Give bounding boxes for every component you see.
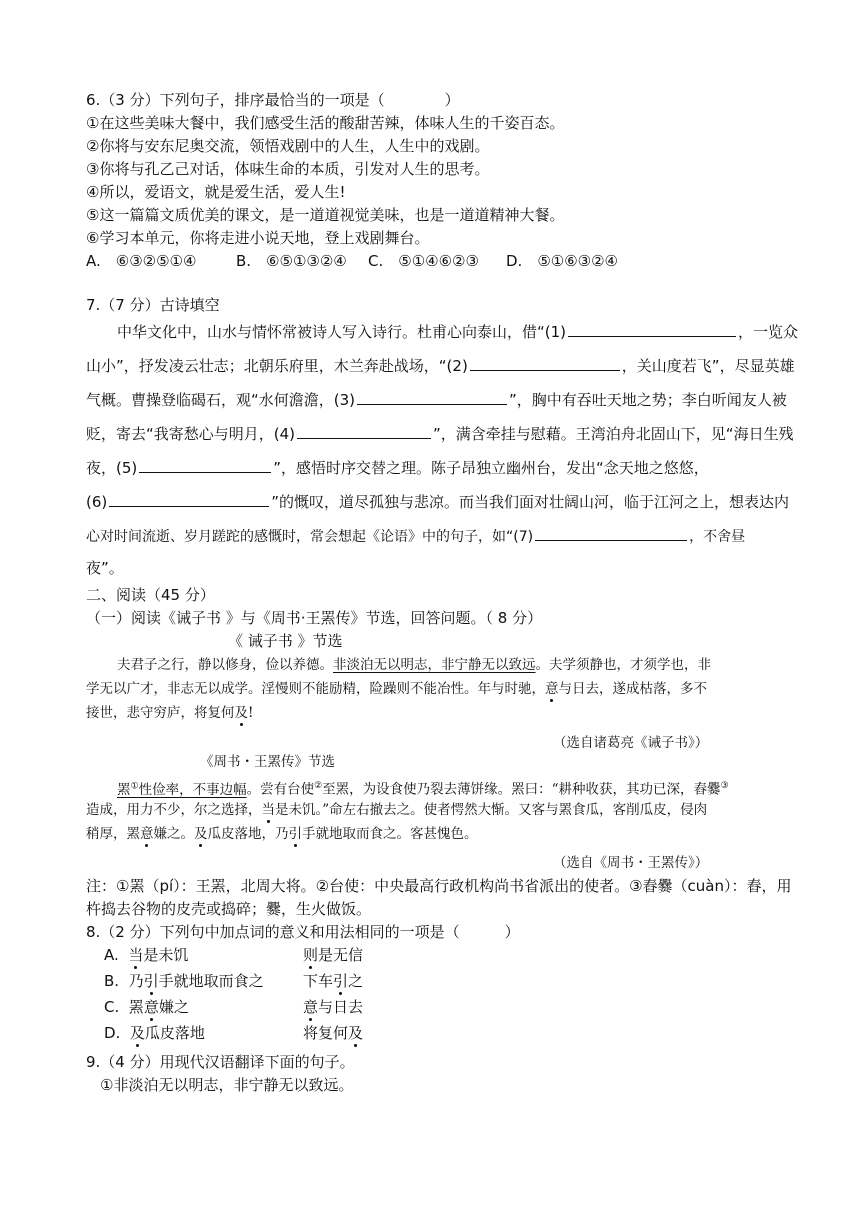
jiezishu-title: 《 诫子书 》节选 [228,632,343,650]
q6-option-c[interactable]: C. ⑤①④⑥②③ [368,252,479,270]
q6-item-1: ①在这些美味大餐中，我们感受生活的酸甜苦辣，体味人生的千姿百态。 [86,114,565,132]
notes-line-2: 杵捣去谷物的皮壳或捣碎；爨，生火做饭。 [86,900,372,918]
underlined-sentence: 非淡泊无以明志，非宁静无以致远 [333,657,536,673]
q8-option-b-compare: 下车引之 [303,972,364,990]
q7-line-7: 心对时间流逝、岁月蹉跎的感慨时，常会想起《论语》中的句子，如“(7) ，不舍昼 [86,526,745,547]
dotted-word: 意 [140,826,154,842]
answer-blank-3[interactable] [357,390,507,405]
notes-line-1: 注：①罴（pí）：王罴，北周大将。②台使：中央最高行政机构尚书省派出的使者。③舂爨（cuàn）：舂，用 [86,877,792,895]
q7-line-6: (6) ”的慨叹，道尽孤独与悲凉。而当我们面对壮阔山河，临于江河之上，想表达内 [86,493,790,511]
q7-line-1: 中华文化中，山水与情怀常被诗人写入诗行。杜甫心向泰山，借“(1) ，一览众 [117,323,799,341]
q8-option-a[interactable]: A. 当是未饥 [104,946,189,964]
q8-option-d-compare: 将复何及 [303,1024,364,1042]
wangpi-line-3: 稍厚，罴意嫌之。及瓜皮落地，乃引手就地取而食之。客甚愧色。 [86,826,478,842]
q7-line-8: 夜”。 [86,559,124,577]
jiezishu-line-2: 学无以广才，非志无以成学。淫慢则不能励精，险躁则不能冶性。年与时驰，意与日去，遂成枯落，多不 [86,681,707,697]
dotted-word: 引 [288,826,302,842]
section-reading-sub: （一）阅读《诫子书 》与《周书·王罴传》节选，回答问题。（ 8 分） [86,609,543,627]
answer-area[interactable] [86,1105,786,1205]
wangpi-title: 《周书・王罴传》节选 [200,754,335,770]
jiezishu-line-3: 接世，悲守穷庐，将复何及! [86,705,254,721]
q8-option-b[interactable]: B. 乃引手就地取而食之 [104,972,264,990]
answer-blank-7[interactable] [535,526,687,541]
q8-option-c-compare: 意与日去 [303,998,364,1016]
jiezishu-line-1: 夫君子之行，静以修身，俭以养德。非淡泊无以明志，非宁静无以致远。夫学须静也，才须学也，非 [117,657,711,673]
q6-item-4: ④所以，爱语文，就是爱生活，爱人生! [86,183,346,201]
answer-blank-2[interactable] [470,356,620,371]
answer-blank-4[interactable] [297,424,431,439]
q8-stem: 8.（2 分）下列句中加点词的意义和用法相同的一项是（ ） [86,923,520,941]
q6-option-d[interactable]: D. ⑤①⑥③②④ [506,252,619,270]
q7-line-4: 贬，寄去“我寄愁心与明月，(4) ”，满含牵挂与慰藉。王湾泊舟北固山下，见“海日生残 [86,425,794,443]
q8-option-c[interactable]: C. 罴意嫌之 [104,998,189,1016]
q6-options [86,251,618,271]
q9-item-1: ①非淡泊无以明志，非宁静无以致远。 [100,1076,354,1094]
q6-option-a[interactable]: A. ⑥③②⑤①④ [86,252,197,270]
answer-blank-1[interactable] [568,322,736,337]
wangpi-line-1: 罴①性俭率，不事边幅。尝有台使②至罴，为设食使乃裂去薄饼缘。罴曰：“耕种收获，其功已深，舂爨③ [117,781,729,798]
wangpi-source: （选自《周书・王罴传》） [553,855,709,871]
q7-line-2: 山小”，抒发凌云壮志；北朝乐府里，木兰奔赴战场，“(2) ，关山度若飞”，尽显英雄 [86,357,795,375]
q7-line-5: 夜，(5) ”，感悟时序交替之理。陈子昂独立幽州台，发出“念天地之悠悠， [86,459,709,477]
q7-line-3: 气概。曹操登临碣石，观“水何澹澹，(3) ”，胸中有吞吐天地之势；李白听闻友人被 [86,391,787,409]
dotted-word: 意 [545,681,559,697]
wangpi-line-2: 造成，用力不少，尔之选择，当是未饥。”命左右撤去之。使者愕然大惭。又客与罴食瓜，客削瓜皮，侵肉 [86,802,708,818]
jiezishu-source: （选自诸葛亮《诫子书》） [553,735,709,751]
answer-blank-6[interactable] [109,492,269,507]
q8-option-a-compare: 则是无信 [303,946,364,964]
q6-item-3: ③你将与孔乙己对话，体味生命的本质，引发对人生的思考。 [86,160,490,178]
q7-stem: 7.（7 分）古诗填空 [86,296,220,314]
answer-blank-5[interactable] [139,458,271,473]
q6-item-2: ②你将与安东尼奥交流，领悟戏剧中的人生，人生中的戏剧。 [86,137,490,155]
dotted-word: 及 [194,826,208,842]
dotted-word: 及 [234,705,248,721]
dotted-word: 当 [261,802,275,818]
q6-item-6: ⑥学习本单元，你将走进小说天地，登上戏剧舞台。 [86,229,430,247]
q6-item-5: ⑤这一篇篇文质优美的课文，是一道道视觉美味，也是一道道精神大餐。 [86,206,565,224]
section-reading-title: 二、阅读（45 分） [86,586,215,604]
q8-option-d[interactable]: D. 及瓜皮落地 [104,1024,205,1042]
q6-stem: 6.（3 分）下列句子，排序最恰当的一项是（ ） [86,91,460,109]
q6-option-b[interactable]: B. ⑥⑤①③②④ [236,252,347,270]
q9-stem: 9.（4 分）用现代汉语翻译下面的句子。 [86,1053,355,1071]
